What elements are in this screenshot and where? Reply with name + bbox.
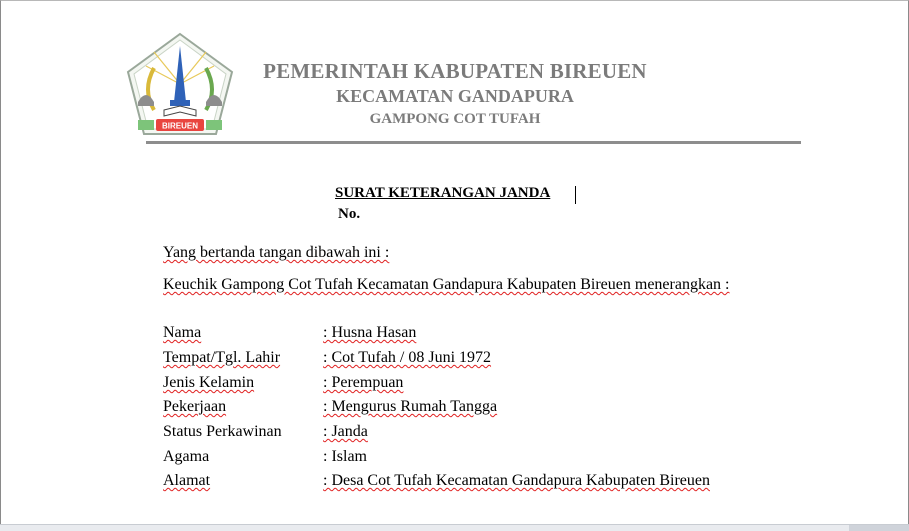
field-value: : Islam <box>323 448 367 465</box>
field-label: Agama <box>163 448 210 465</box>
intro-paragraph[interactable]: Yang bertanda tangan dibawah ini : <box>163 244 390 261</box>
letter-title[interactable]: SURAT KETERANGAN JANDA <box>335 185 551 201</box>
field-label: Nama <box>163 324 202 341</box>
field-value: : Cot Tufah / 08 Juni 1972 <box>323 349 492 366</box>
field-value: : Perempuan <box>323 374 404 391</box>
field-label: Pekerjaan <box>163 398 227 415</box>
logo-ribbon-text: BIREUEN <box>161 121 199 131</box>
field-label: Jenis Kelamin <box>163 374 255 391</box>
field-label: Status Perkawinan <box>163 423 282 440</box>
letterhead-village: GAMPONG COT TUFAH <box>369 111 541 127</box>
field-value: : Husna Hasan <box>323 324 417 341</box>
bireuen-coat-of-arms-logo <box>124 32 236 138</box>
horizontal-scrollbar[interactable] <box>0 524 909 531</box>
letterhead <box>240 58 670 130</box>
field-value: : Janda <box>323 423 368 440</box>
field-label: Tempat/Tgl. Lahir <box>163 349 281 366</box>
letterhead-district: KECAMATAN GANDAPURA <box>336 86 574 106</box>
statement-paragraph[interactable]: Keuchik Gampong Cot Tufah Kecamatan Gandapura Kabupaten Bireuen menerangkan : <box>163 276 730 293</box>
field-value: : Mengurus Rumah Tangga <box>323 398 498 415</box>
scrollbar-thumb[interactable] <box>849 525 909 531</box>
field-label: Alamat <box>163 472 211 489</box>
text-cursor <box>575 186 576 204</box>
letter-number-label[interactable]: No. <box>338 206 361 222</box>
field-value: : Desa Cot Tufah Kecamatan Gandapura Kabupaten Bireuen <box>323 472 710 489</box>
letterhead-government: PEMERINTAH KABUPATEN BIREUEN <box>263 59 647 83</box>
letterhead-rule <box>146 141 801 144</box>
